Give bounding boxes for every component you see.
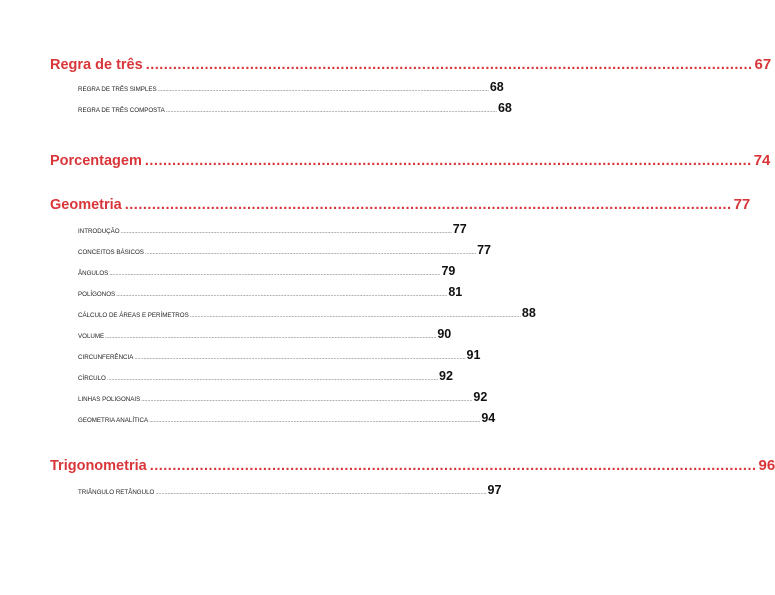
section-title: Trigonometria [50,458,147,474]
toc-section-trigonometria [50,455,775,502]
section-page-number: 96 [758,457,775,474]
item-title: CONCEITOS BÁSICOS [78,249,144,256]
leader-dots: .......................................................................................................................................................................................................................... [141,396,473,403]
leader-dots: .......................................................................................................................................................................................................................... [116,291,448,298]
leader-dots: ...................................................................................................................................... [144,153,752,169]
item-page-number: 68 [489,80,504,94]
item-title: REGRA DE TRÊS COMPOSTA [78,107,165,114]
toc-subitems [78,481,502,502]
toc-section-regra-de-tres [50,54,772,120]
item-page-number: 77 [477,243,491,257]
leader-dots: .......................................................................................................................................................................................................................... [134,354,466,361]
item-title: TRIÂNGULO RETÂNGULO [78,489,155,496]
leader-dots: .......................................................................................................................................................................................................................... [189,312,521,319]
item-title: REGRA DE TRÊS SIMPLES [78,86,157,93]
leader-dots: .......................................................................................................................................................................................................................... [120,228,452,235]
section-title: Regra de três [50,57,143,73]
item-page-number: 94 [481,411,496,425]
toc-item[interactable] [78,99,512,120]
item-title: POLÍGONOS [78,291,116,298]
toc-section-heading[interactable] [50,194,751,216]
item-title: VOLUME [78,333,105,340]
table-of-contents [50,54,775,502]
toc-section-heading[interactable] [50,54,772,76]
toc-item[interactable] [78,304,536,325]
item-page-number: 68 [497,101,512,115]
toc-item[interactable] [78,388,488,409]
item-title: CÁLCULO DE ÁREAS E PERÍMETROS [78,312,189,319]
item-title: CIRCUNFERÊNCIA [78,354,134,361]
toc-item[interactable] [78,220,467,241]
leader-dots: .......................................................................................................................................................................................................................... [165,107,497,114]
leader-dots: ...................................................................................................................................... [149,458,757,474]
section-page-number: 67 [754,56,772,73]
item-page-number: 92 [473,390,488,404]
item-page-number: 88 [521,306,536,320]
section-page-number: 77 [733,196,751,213]
toc-item[interactable] [78,409,496,430]
toc-item[interactable] [78,325,452,346]
toc-item[interactable] [78,283,463,304]
leader-dots: ...................................................................................................................................... [124,197,732,213]
item-title: LINHAS POLIGONAIS [78,396,141,403]
toc-item[interactable] [78,367,453,388]
leader-dots: .......................................................................................................................................................................................................................... [109,270,441,277]
leader-dots: .......................................................................................................................................................................................................................... [105,333,437,340]
toc-subitems [78,78,512,120]
toc-item[interactable] [78,262,456,283]
leader-dots: ...................................................................................................................................... [145,57,753,73]
leader-dots: .......................................................................................................................................................................................................................... [106,375,439,382]
leader-dots: .......................................................................................................................................................................................................................... [155,489,487,496]
item-page-number: 92 [439,369,453,383]
section-title: Geometria [50,197,122,213]
leader-dots: .......................................................................................................................................................................................................................... [149,417,481,424]
section-page-number: 74 [753,152,771,169]
toc-item[interactable] [78,346,481,367]
item-page-number: 77 [452,222,467,236]
section-title: Porcentagem [50,153,142,169]
item-title: GEOMETRIA ANALÍTICA [78,417,149,424]
toc-item[interactable] [78,241,491,262]
leader-dots: .......................................................................................................................................................................................................................... [144,249,477,256]
toc-section-porcentagem [50,150,771,172]
item-page-number: 79 [441,264,456,278]
item-title: ÂNGULOS [78,270,109,277]
toc-item[interactable] [78,78,504,99]
item-title: CÍRCULO [78,375,106,382]
item-page-number: 81 [448,285,463,299]
item-page-number: 97 [487,483,502,497]
toc-item[interactable] [78,481,502,502]
toc-section-heading[interactable] [50,150,771,172]
item-page-number: 91 [466,348,481,362]
toc-subitems [78,220,536,430]
leader-dots: .......................................................................................................................................................................................................................... [157,86,489,93]
item-title: INTRODUÇÃO [78,228,120,235]
toc-section-geometria [50,194,751,430]
item-page-number: 90 [437,327,452,341]
toc-section-heading[interactable] [50,455,775,477]
